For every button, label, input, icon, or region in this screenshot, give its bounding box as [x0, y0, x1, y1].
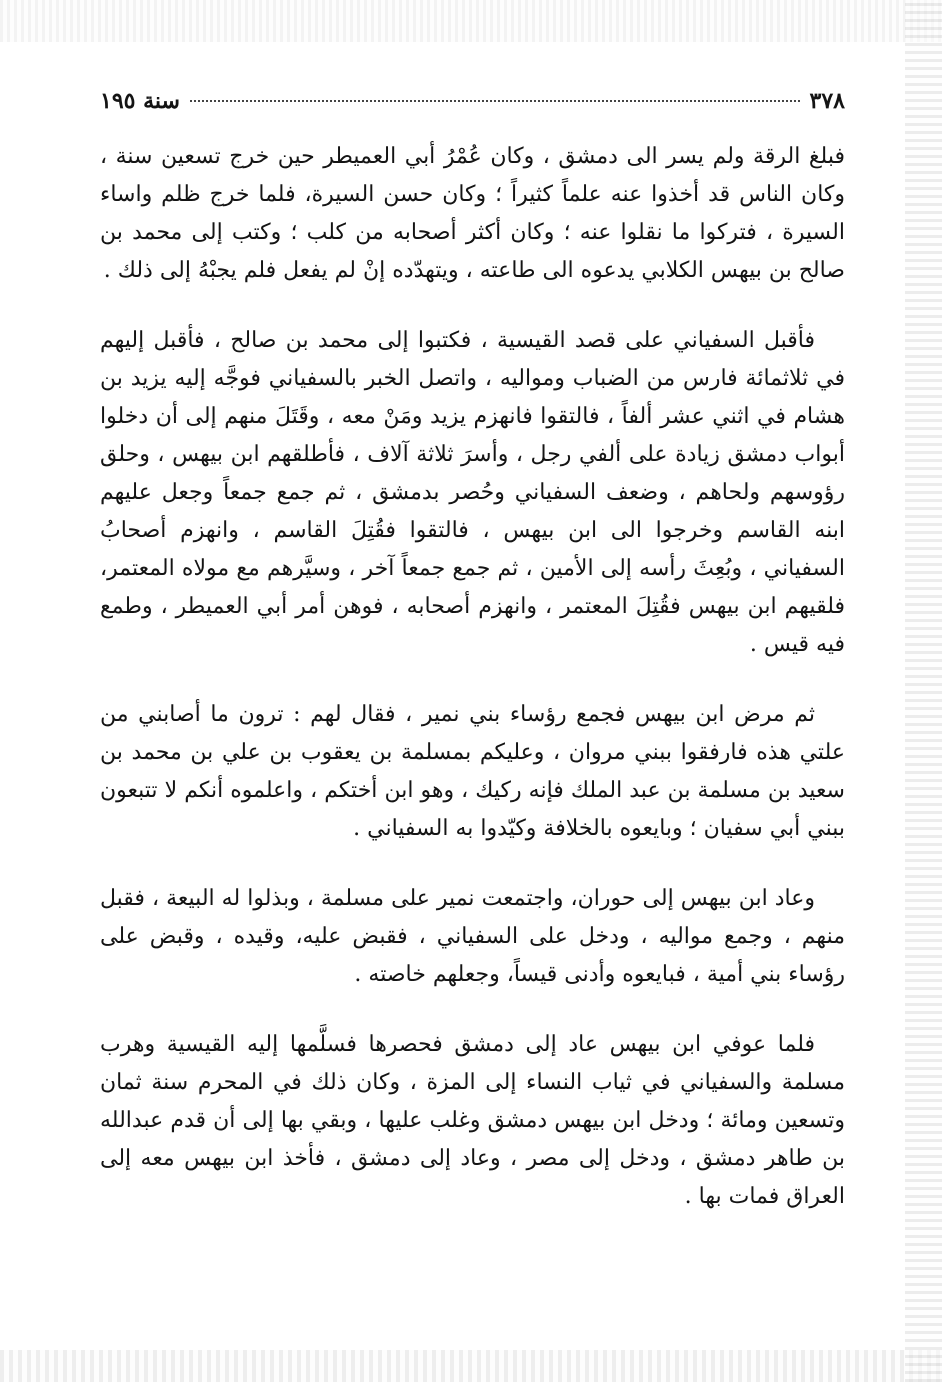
book-page [100, 88, 845, 1248]
header-dotted-leader [190, 100, 800, 102]
paragraph-4: وعاد ابن بيهس إلى حوران، واجتمعت نمير على مسلمة ، وبذلوا له البيعة ، فقبل منهم ، وجمع مواليه ، ودخل على السفياني ، فقبض عليه، وقيده ، وقبض على رؤساء بني أمية ، فبايعوه وأدنى قيساً، وجعلهم خاصته . [100, 886, 845, 987]
scan-edge-top [0, 0, 942, 42]
paragraph-3: ثم مرض ابن بيهس فجمع رؤساء بني نمير ، فقال لهم : ترون ما أصابني من علتي هذه فارفقوا ببني مروان ، وعليكم بمسلمة بن يعقوب بن علي بن محمد بن سعيد بن مسلمة بن عبد الملك فإنه ركيك ، وهو ابن أختكم ، واعلموه أنكم لا تتبعون ببني أبي سفيان ؛ وبايعوه بالخلافة وكيّدوا به السفياني . [100, 702, 845, 841]
year-label: سنة ١٩٥ [100, 88, 180, 114]
paragraph-2: فأقبل السفياني على قصد القيسية ، فكتبوا إلى محمد بن صالح ، فأقبل إليهم في ثلاثمائة فارس من الضباب ومواليه ، واتصل الخبر بالسفياني فوجَّه إليه يزيد بن هشام في اثني عشر ألفاً ، فالتقوا فانهزم يزيد ومَنْ معه ، وقَتَلَ منهم إلى أن دخلوا أبواب دمشق زيادة على ألفي رجل ، وأسرَ ثلاثة آلاف ، فأطلقهم ابن بيهس ، وحلق رؤوسهم ولحاهم ، وضعف السفياني وحُصر بدمشق ، ثم جمع جمعاً وجعل عليهم ابنه القاسم وخرجوا الى ابن بيهس ، فالتقوا فقُتِلَ القاسم ، وانهزم أصحابُ السفياني ، وبُعِثَ رأسه إلى الأمين ، ثم جمع جمعاً آخر ، وسيَّرهم مع مولاه المعتمر، فلقيهم ابن بيهس فقُتِلَ المعتمر ، وانهزم أصحابه ، فوهن أمر أبي العميطر ، وطمع فيه قيس . [100, 328, 845, 657]
paragraph-5: فلما عوفي ابن بيهس عاد إلى دمشق فحصرها فسلَّمها إليه القيسية وهرب مسلمة والسفياني في ثياب النساء إلى المزة ، وكان ذلك في المحرم سنة ثمان وتسعين ومائة ؛ ودخل ابن بيهس دمشق وغلب عليها ، وبقي بها إلى أن قدم عبدالله بن طاهر دمشق ، ودخل إلى مصر ، وعاد إلى دمشق ، فأخذ ابن بيهس معه إلى العراق فمات بها . [100, 1032, 845, 1209]
page-number: ٣٧٨ [809, 88, 845, 114]
paragraph-1: فبلغ الرقة ولم يسر الى دمشق ، وكان عُمْرُ أبي العميطر حين خرج تسعين سنة ، وكان الناس قد أخذوا عنه علماً كثيراً ؛ وكان حسن السيرة، فلما خرج ظلم واساء السيرة ، فتركوا ما نقلوا عنه ؛ وكان أكثر أصحابه من كلب ؛ وكتب إلى محمد بن صالح بن بيهس الكلابي يدعوه الى طاعته ، ويتهدّده إنْ لم يفعل فلم يجبْهُ إلى ذلك . [100, 144, 845, 283]
running-header [100, 88, 845, 128]
scan-edge-right [905, 0, 942, 1382]
body-text [100, 138, 845, 1216]
scan-edge-bottom [0, 1350, 942, 1382]
